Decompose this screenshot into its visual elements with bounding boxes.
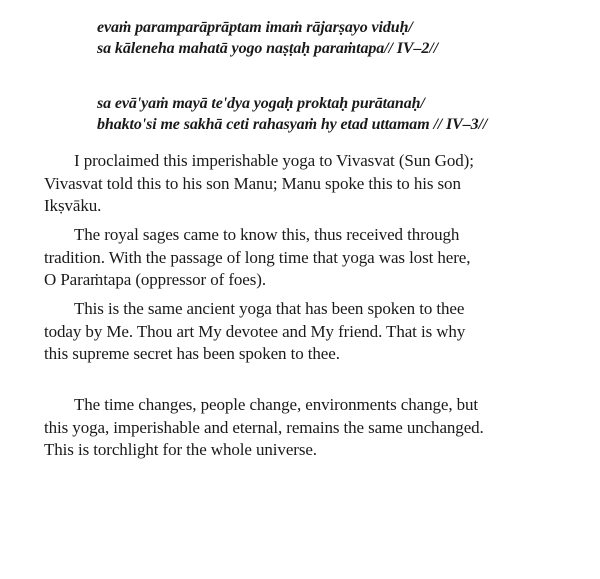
paragraph-line: The royal sages came to know this, thus received through [74, 225, 460, 244]
paragraph-line: this yoga, imperishable and eternal, remains the same unchanged. [44, 417, 484, 437]
paragraph-line: Ikṣvāku. [44, 196, 102, 215]
paragraph-line: I proclaimed this imperishable yoga to Vivasvat (Sun God); [74, 151, 474, 170]
translation-paragraph-2 [44, 224, 574, 292]
translation-paragraph-3 [44, 298, 574, 366]
verse-line: bhakto'si me sakhā ceti rahasyaṁ hy etad uttamam // IV–3// [97, 116, 488, 133]
paragraph-line: today by Me. Thou art My devotee and My friend. That is why [44, 321, 466, 341]
paragraph-line: This is torchlight for the whole universe. [44, 440, 317, 459]
sanskrit-verse-iv-2 [97, 17, 577, 59]
verse-line: sa kāleneha mahatā yogo naṣṭaḥ paraṁtapa// IV–2// [97, 40, 438, 57]
verse-line: sa evā'yaṁ mayā te'dya yogaḥ proktaḥ purātanaḥ/ [97, 95, 425, 112]
paragraph-line: This is the same ancient yoga that has been spoken to thee [74, 299, 465, 318]
sanskrit-verse-iv-3 [97, 93, 577, 135]
paragraph-line: this supreme secret has been spoken to thee. [44, 344, 340, 363]
paragraph-line: Vivasvat told this to his son Manu; Manu spoke this to his son [44, 173, 461, 193]
paragraph-line: O Paraṁtapa (oppressor of foes). [44, 270, 266, 289]
commentary-paragraph [44, 394, 574, 462]
paragraph-line: tradition. With the passage of long time that yoga was lost here, [44, 247, 471, 267]
translation-paragraph-1 [44, 150, 574, 218]
paragraph-line: The time changes, people change, environments change, but [74, 395, 479, 414]
verse-line: evaṁ paramparāprāptam imaṁ rājarṣayo viduḥ/ [97, 19, 413, 36]
